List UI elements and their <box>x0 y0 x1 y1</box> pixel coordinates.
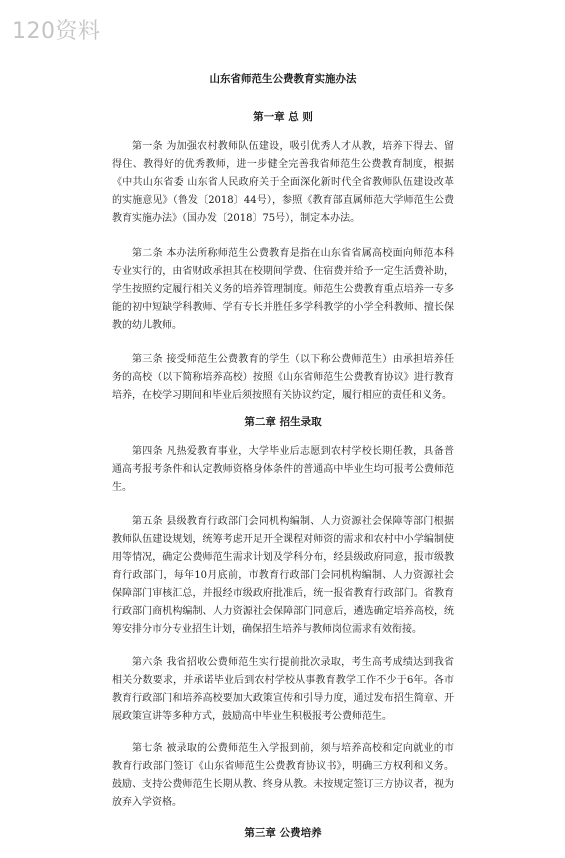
article-6: 第六条 我省招收公费师范生实行提前批次录取，考生高考成绩达到我省相关分数要求，并承诺毕业后到农村学校从事教育教学工作不少于6年。各市教育行政部门和培养高校要加大政策宣传和引导力度，通过发布招生简章、开展政策宣讲等多种方式，鼓励高中毕业生积极报考公费师范生。 <box>112 657 454 722</box>
watermark-text: 120资料 <box>12 19 101 44</box>
chapter-heading-1: 第一章 总 则 <box>253 111 313 123</box>
article-4: 第四条 凡热爱教育事业，大学毕业后志愿到农村学校长期任教，具备普通高考报考条件和认定教师资格身体条件的普通高中毕业生均可报考公费师范生。 <box>112 446 454 493</box>
article-3: 第三条 接受师范生公费教育的学生（以下称公费师范生）由承担培养任务的高校（以下简称培养高校）按照《山东省师范生公费教育协议》进行教育培养，在校学习期间和毕业后须按照有关协议约定，履行相应的责任和义务。 <box>112 354 454 401</box>
article-2: 第二条 本办法所称师范生公费教育是指在山东省省属高校面向师范本科专业实行的，由省财政承担其在校期间学费、住宿费并给予一定生活费补助，学生按照约定履行相关义务的培养管理制度。师范生公费教育重点培养一专多能的初中短缺学科教师、学有专长并胜任多学科教学的小学全科教师、擅长保教的幼儿教师。 <box>112 248 454 331</box>
article-1: 第一条 为加强农村教师队伍建设，吸引优秀人才从教，培养下得去、留得住、教得好的优秀教师，进一步健全完善我省师范生公费教育制度，根据《中共山东省委 山东省人民政府关于全面深化新时代全省教师队伍建设改革的实施意见》（鲁发〔2018〕44号），参照《教育部直属师范大学师范生公费教育实施办法》（国办发〔2018〕75号），制定本办法。 <box>112 141 454 224</box>
chapter-heading-2: 第二章 招生录取 <box>244 416 322 428</box>
document-title: 山东省师范生公费教育实施办法 <box>209 73 357 85</box>
article-5: 第五条 县级教育行政部门会同机构编制、人力资源社会保障等部门根据教师队伍建设规划，统筹考虑开足开全课程对师资的需求和农村中小学编制使用等情况，确定公费师范生需求计划及学科分布，经县级政府同意，报市级教育行政部门，每年10月底前，市教育行政部门会同机构编制、人力资源社会保障部门审核汇总，并报经市级政府批准后，统一报省教育行政部门。省教育行政部门商机构编制、人力资源社会保障部门同意后，遴选确定培养高校，统筹安排分市分专业招生计划，确保招生培养与教师岗位需求有效衔接。 <box>112 516 454 635</box>
article-7: 第七条 被录取的公费师范生入学报到前，须与培养高校和定向就业的市教育行政部门签订《山东省师范生公费教育协议书》，明确三方权利和义务。鼓励、支持公费师范生长期从教、终身从教。未按规定签订三方协议者，视为放弃入学资格。 <box>112 743 454 808</box>
chapter-heading-3: 第三章 公费培养 <box>244 827 322 839</box>
document-page <box>112 72 454 858</box>
